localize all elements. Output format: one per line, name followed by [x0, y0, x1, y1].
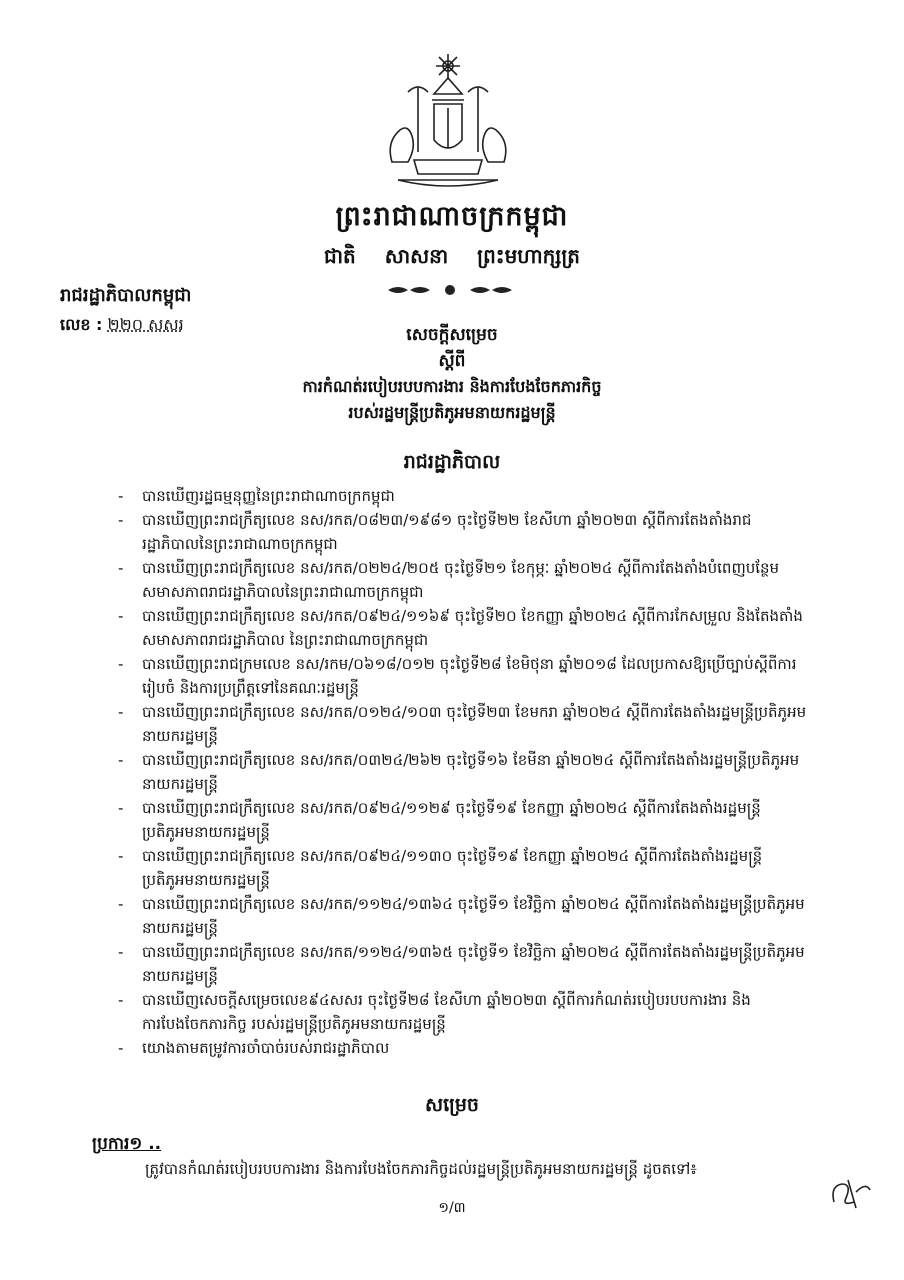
- list-item: [118, 652, 808, 700]
- bullet-dash: -: [118, 991, 124, 1009]
- list-item: [118, 1036, 808, 1060]
- bullet-dash: -: [118, 511, 124, 529]
- title-line-2: ស្តីពី: [438, 351, 466, 371]
- bullet-dash: -: [118, 487, 124, 505]
- title-line-4: របស់រដ្ឋមន្ត្រីប្រតិភូអមនាយករដ្ឋមន្ត្រី: [348, 403, 556, 422]
- list-item: [118, 748, 808, 796]
- reference-value: ២២០ សសរ: [107, 315, 184, 334]
- bullet-dash: -: [118, 799, 124, 817]
- bullet-dash: -: [118, 655, 124, 673]
- recital-text: បានឃើញព្រះរាជក្រឹត្យលេខ នស/រកត/០៩២៤/១១៦៩ ចុះថ្ងៃទី២០ ខែកញ្ញា ឆ្នាំ២០២៤ ស្តីពីការកែសម្រួល និងតែងតាំងសមាសភាពរាជរដ្ឋាភិបាល នៃព្រះរាជាណាចក្រកម្ពុជា: [142, 607, 803, 649]
- bullet-dash: -: [118, 943, 124, 961]
- bullet-dash: -: [118, 559, 124, 577]
- recitals-list: [118, 484, 808, 1060]
- bullet-dash: -: [118, 847, 124, 865]
- list-item: [118, 940, 808, 988]
- government-heading: រាជរដ្ឋាភិបាល: [403, 451, 501, 473]
- decision-heading: សម្រេច: [425, 1094, 479, 1116]
- recital-text: បានឃើញព្រះរាជក្រឹត្យលេខ នស/រកត/០៣២៤/២៦២ ចុះថ្ងៃទី១៦ ខែមីនា ឆ្នាំ២០២៤ ស្តីពីការតែងតាំងរដ្ឋមន្ត្រីប្រតិភូអមនាយករដ្ឋមន្ត្រី: [142, 751, 800, 793]
- list-item: [118, 508, 808, 556]
- list-item: [118, 988, 808, 1036]
- national-motto: ជាតិ សាសនា ព្រះមហាក្សត្រ: [324, 244, 580, 268]
- document-title: [0, 322, 904, 426]
- recital-text: បានឃើញរដ្ឋធម្មនុញ្ញនៃព្រះរាជាណាចក្រកម្ពុជា: [142, 487, 395, 505]
- bullet-dash: -: [118, 751, 124, 769]
- list-item: [118, 556, 808, 604]
- article-1-text: ត្រូវបានកំណត់របៀបរបបការងារ និងការបែងចែកភារកិច្ចដល់រដ្ឋមន្ត្រីប្រតិភូអមនាយករដ្ឋមន្ត្រី ដូចតទៅ៖: [145, 1160, 697, 1178]
- page-number: ១/៣: [438, 1200, 466, 1216]
- recital-text: បានឃើញព្រះរាជក្រឹត្យលេខ នស/រកត/១១២៤/១៣៦៥ ចុះថ្ងៃទី១ ខែវិច្ឆិកា ឆ្នាំ២០២៤ ស្តីពីការតែងតាំងរដ្ឋមន្ត្រីប្រតិភូអមនាយករដ្ឋមន្ត្រី: [142, 943, 805, 985]
- issuer-label: រាជរដ្ឋាភិបាលកម្ពុជា: [60, 285, 192, 306]
- recital-text: បានឃើញសេចក្តីសម្រេចលេខ៩៤សសរ ចុះថ្ងៃទី២៨ ខែសីហា ឆ្នាំ២០២៣ ស្តីពីការកំណត់របៀបរបបការងារ និងការបែងចែកភារកិច្ច របស់រដ្ឋមន្ត្រីប្រតិភូអមនាយករដ្ឋមន្ត្រី: [142, 991, 751, 1033]
- recital-text: បានឃើញព្រះរាជក្រឹត្យលេខ នស/រកត/០២២៤/២០៥ ចុះថ្ងៃទី២១ ខែកុម្ភៈ ឆ្នាំ២០២៤ ស្តីពីការតែងតាំងបំពេញបន្ថែមសមាសភាពរាជរដ្ឋាភិបាលនៃព្រះរាជាណាចក្រកម្ពុជា: [142, 559, 780, 601]
- list-item: [118, 796, 808, 844]
- bullet-dash: -: [118, 607, 124, 625]
- recital-text: បានឃើញព្រះរាជក្រឹត្យលេខ នស/រកត/០៩២៤/១១៣០ ចុះថ្ងៃទី១៩ ខែកញ្ញា ឆ្នាំ២០២៤ ស្តីពីការតែងតាំងរដ្ឋមន្ត្រីប្រតិភូអមនាយករដ្ឋមន្ត្រី: [142, 847, 763, 889]
- kingdom-heading: ព្រះរាជាណាចក្រកម្ពុជា: [335, 201, 569, 232]
- royal-coat-of-arms-emblem: [378, 52, 518, 192]
- article-1-label: ប្រការ១ ..: [92, 1134, 162, 1154]
- bullet-dash: -: [118, 703, 124, 721]
- list-item: [118, 484, 808, 508]
- bullet-dash: -: [118, 895, 124, 913]
- recital-text: បានឃើញព្រះរាជក្រឹត្យលេខ នស/រកត/០១២៤/១០៣ ចុះថ្ងៃទី២៣ ខែមករា ឆ្នាំ២០២៤ ស្តីពីការតែងតាំងរដ្ឋមន្ត្រីប្រតិភូអមនាយករដ្ឋមន្ត្រី: [142, 703, 807, 745]
- recital-text: យោងតាមតម្រូវការចាំបាច់របស់រាជរដ្ឋាភិបាល: [142, 1039, 390, 1057]
- recital-text: បានឃើញព្រះរាជក្រឹត្យលេខ នស/រកត/១១២៤/១៣៦៤ ចុះថ្ងៃទី១ ខែវិច្ឆិកា ឆ្នាំ២០២៤ ស្តីពីការតែងតាំងរដ្ឋមន្ត្រីប្រតិភូអមនាយករដ្ឋមន្ត្រី: [142, 895, 805, 937]
- recital-text: បានឃើញព្រះរាជក្រឹត្យលេខ នស/រកត/០៩២៤/១១២៩ ចុះថ្ងៃទី១៩ ខែកញ្ញា ឆ្នាំ២០២៤ ស្តីពីការតែងតាំងរដ្ឋមន្ត្រីប្រតិភូអមនាយករដ្ឋមន្ត្រី: [142, 799, 761, 841]
- ornament-divider: [388, 282, 512, 298]
- list-item: [118, 892, 808, 940]
- bullet-dash: -: [118, 1039, 124, 1057]
- list-item: [118, 604, 808, 652]
- title-line-1: សេចក្តីសម្រេច: [406, 325, 498, 345]
- list-item: [118, 700, 808, 748]
- reference-label: លេខ :: [60, 315, 103, 334]
- list-item: [118, 844, 808, 892]
- recital-text: បានឃើញព្រះរាជក្រឹត្យលេខ នស/រកត/០៨២៣/១៩៨១ ចុះថ្ងៃទី២២ ខែសីហា ឆ្នាំ២០២៣ ស្តីពីការតែងតាំងរាជរដ្ឋាភិបាលនៃព្រះរាជាណាចក្រកម្ពុជា: [142, 511, 752, 553]
- recital-text: បានឃើញព្រះរាជក្រមលេខ នស/រកម/០៦១៨/០១២ ចុះថ្ងៃទី២៨ ខែមិថុនា ឆ្នាំ២០១៨ ដែលប្រកាសឱ្យប្រើច្បាប់ស្តីពីការរៀបចំ និងការប្រព្រឹត្តទៅនៃគណៈរដ្ឋមន្ត្រី: [142, 655, 797, 697]
- title-line-3: ការកំណត់របៀបរបបការងារ និងការបែងចែកភារកិច្ច: [302, 377, 602, 396]
